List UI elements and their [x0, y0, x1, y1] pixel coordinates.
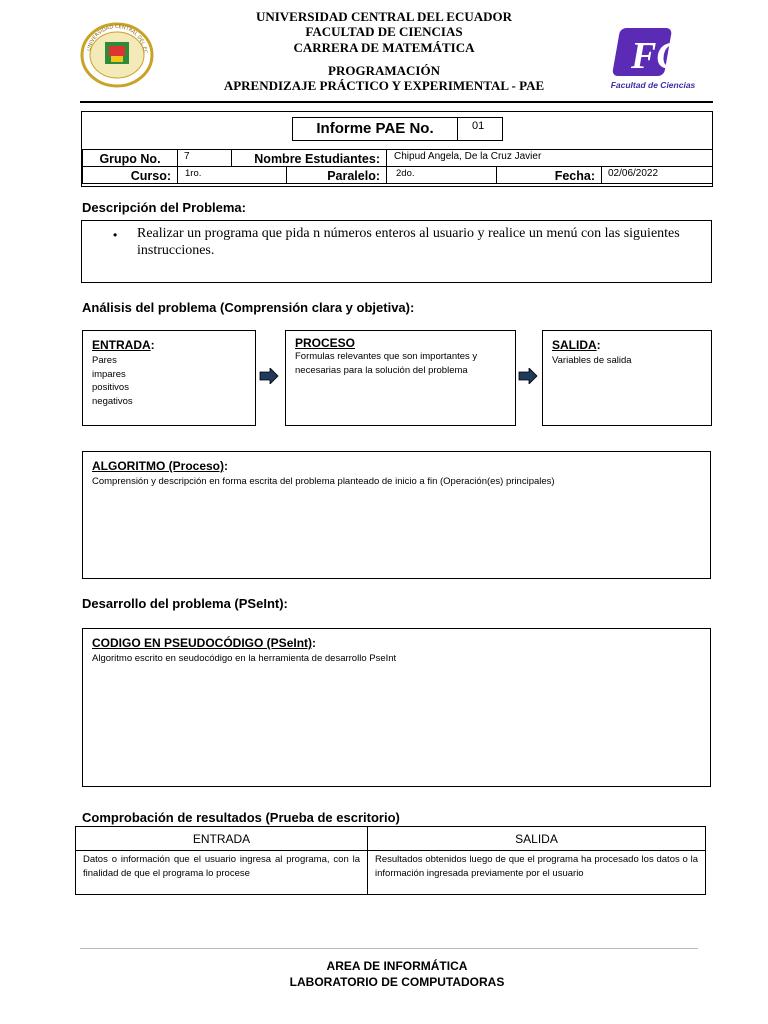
analysis-title: Análisis del problema (Comprensión clara y objetiva):	[82, 300, 415, 315]
development-title: Desarrollo del problema (PSeInt):	[82, 596, 288, 611]
input-title: ENTRADA	[92, 338, 151, 352]
verification-col-output: SALIDA	[515, 832, 558, 846]
problem-text: Realizar un programa que pida n números enteros al usuario y realice un menú con las siguientes instrucciones.	[137, 226, 680, 258]
input-item: Pares	[92, 355, 117, 366]
input-item: negativos	[92, 395, 133, 407]
students-label-cell	[231, 149, 387, 167]
algorithm-title: ALGORITMO (Proceso)	[92, 459, 225, 473]
output-title: SALIDA	[552, 338, 597, 352]
process-box	[285, 330, 516, 426]
process-text: Formulas relevantes que son importantes y necesarias para la solución del problema	[295, 351, 478, 376]
course-label-cell	[82, 166, 178, 184]
algorithm-box	[82, 451, 711, 579]
date-value-cell	[601, 166, 713, 184]
report-number: 01	[472, 120, 485, 132]
output-box	[542, 330, 712, 426]
students-label: Nombre Estudiantes:	[254, 152, 380, 166]
footer-divider	[80, 948, 698, 949]
parallel-label: Paralelo:	[327, 169, 380, 183]
verification-output-cell	[367, 850, 706, 895]
group-label: Grupo No.	[99, 152, 161, 166]
course-label: Curso:	[130, 169, 171, 183]
problem-title: Descripción del Problema:	[82, 200, 246, 215]
course-value-cell	[177, 166, 287, 184]
group-value: 7	[184, 151, 190, 162]
arrow-right-icon	[518, 368, 538, 389]
course-value: 1ro.	[185, 168, 202, 179]
seal-text: UNIVERSIDAD CENTRAL DEL EC	[86, 23, 148, 54]
output-text: Variables de salida	[552, 355, 632, 366]
verification-input-text: Datos o información que el usuario ingresa al programa, con la finalidad de que el programa lo procese	[83, 854, 360, 879]
group-label-cell	[82, 149, 178, 167]
verification-title: Comprobación de resultados (Prueba de escritorio)	[82, 810, 400, 825]
verification-header-input	[75, 826, 368, 851]
input-item: impares	[92, 368, 126, 380]
parallel-value-cell	[386, 166, 497, 184]
input-box	[82, 330, 256, 426]
faculty-logo	[603, 24, 703, 94]
report-title-cell	[292, 117, 458, 141]
students-value-cell	[386, 149, 713, 167]
code-title: CODIGO EN PSEUDOCÓDIGO (PSeInt)	[92, 636, 313, 650]
university-name: UNIVERSIDAD CENTRAL DEL ECUADOR	[255, 9, 513, 24]
algorithm-title-colon: :	[224, 459, 229, 473]
verification-input-cell	[75, 850, 368, 895]
program-name: APRENDIZAJE PRÁCTICO Y EXPERIMENTAL - PAE	[223, 78, 545, 93]
output-title-colon: :	[596, 338, 601, 352]
code-box	[82, 628, 711, 787]
report-number-cell	[457, 117, 503, 141]
date-label-cell	[496, 166, 602, 184]
input-title-colon: :	[150, 338, 155, 352]
code-title-colon: :	[312, 636, 317, 650]
verification-output-text: Resultados obtenidos luego de que el programa ha procesado los datos o la información ingresada previamente por el usuario	[375, 854, 698, 879]
process-title: PROCESO	[295, 336, 356, 350]
students-value: Chipud Angela, De la Cruz Javier	[394, 151, 542, 162]
date-label: Fecha:	[554, 169, 595, 183]
logo-caption: Facultad de Ciencias	[610, 80, 696, 90]
code-text: Algoritmo escrito en seudocódigo en la herramienta de desarrollo PseInt	[92, 653, 397, 664]
date-value: 02/06/2022	[608, 168, 659, 179]
report-title-label: Informe PAE No.	[316, 120, 434, 137]
verification-header-output	[367, 826, 706, 851]
footer-area: AREA DE INFORMÁTICA	[326, 959, 468, 973]
parallel-value: 2do.	[396, 168, 415, 179]
arrow-right-icon	[259, 368, 279, 389]
subject-name: PROGRAMACIÓN	[328, 63, 440, 78]
input-item: positivos	[92, 382, 129, 393]
faculty-name: FACULTAD DE CIENCIAS	[305, 24, 463, 39]
problem-box	[81, 220, 712, 283]
verification-col-input: ENTRADA	[192, 832, 251, 846]
bullet-icon: •	[113, 228, 118, 242]
group-value-cell	[177, 149, 232, 167]
header-divider	[80, 101, 713, 103]
logo-initials: FC	[631, 35, 682, 77]
parallel-label-cell	[286, 166, 387, 184]
algorithm-text: Comprensión y descripción en forma escrita del problema planteado de inicio a fin (Operación(es) principales)	[92, 476, 555, 487]
footer-lab: LABORATORIO DE COMPUTADORAS	[289, 975, 505, 989]
career-name: CARRERA DE MATEMÁTICA	[293, 40, 475, 55]
